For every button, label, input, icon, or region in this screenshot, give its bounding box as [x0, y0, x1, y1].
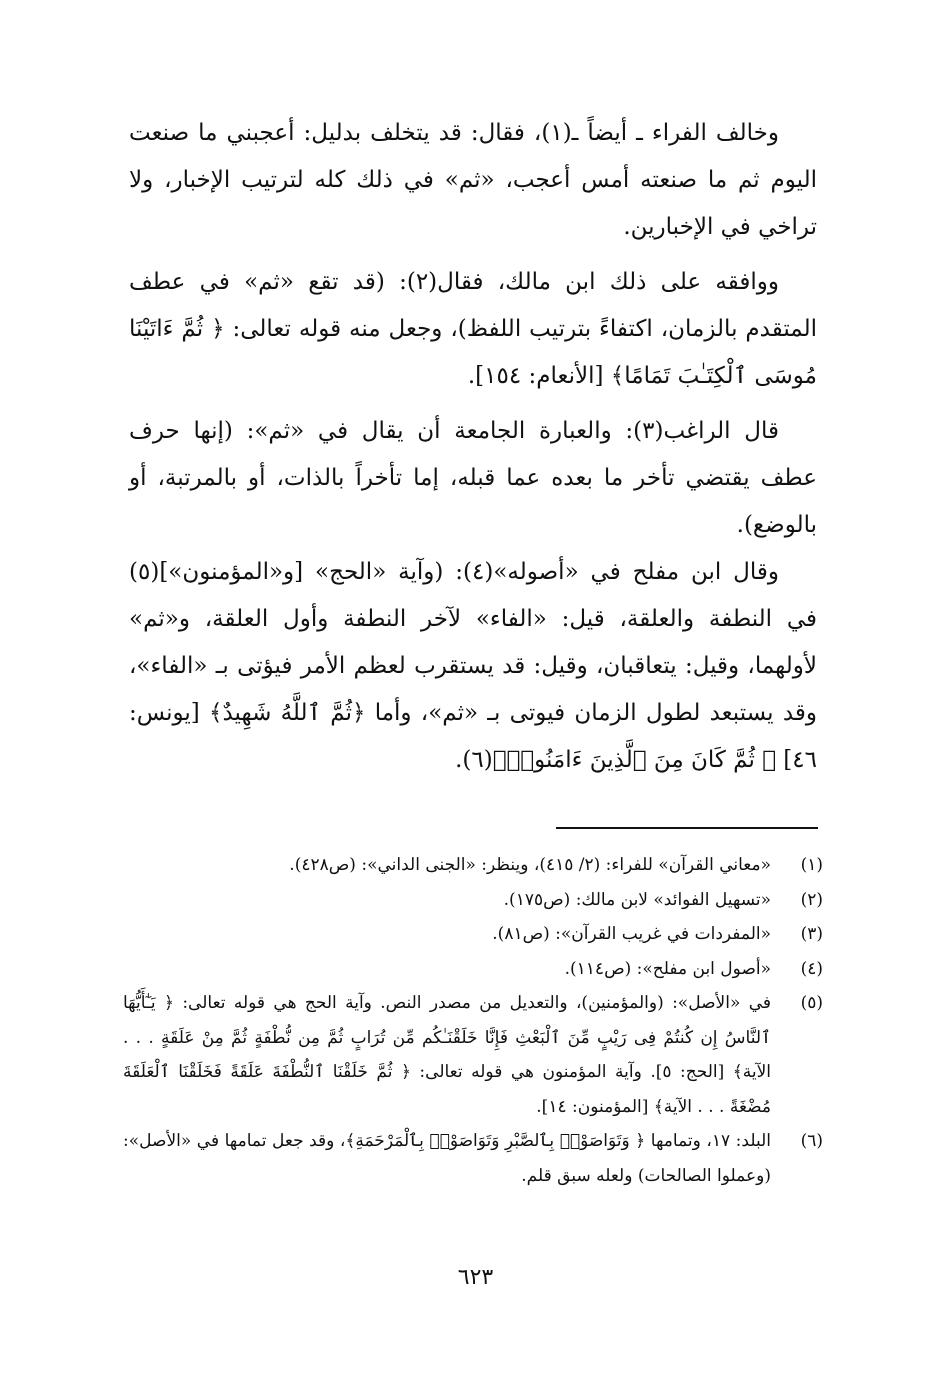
footnotes-section: [123, 848, 823, 1193]
footnote-number: (٥): [800, 993, 823, 1013]
paragraph-raghib: قال الراغب(٣): والعبارة الجامعة أن يقال في «ثم»: (إنها حرف عطف يقتضي تأخر ما بعده عما قبله، إما تأخراً بالذات، أو بالمرتبة، أو بالوضع).: [129, 418, 817, 538]
footnote-text: «أصول ابن مفلح»: (ص١١٤).: [564, 958, 771, 979]
footnote-text: البلد: ١٧، وتمامها ﴿ وَتَوَاصَوْا۟ بِٱلصَّبْرِ وَتَوَاصَوْا۟ بِٱلْمَرْحَمَةِ﴾، وقد جعل تمامها في «الأصل»: (وعملوا الصالحات) ولعله سبق قلم.: [123, 1131, 771, 1186]
footnote-number: (٤): [800, 958, 823, 979]
footnote-number: (١): [800, 855, 823, 875]
footnote-number: (٢): [800, 889, 823, 910]
footnote-divider: [556, 827, 818, 829]
footnote-3: [123, 917, 823, 952]
footnote-text: «تسهيل الفوائد» لابن مالك: (ص١٧٥).: [503, 889, 771, 910]
footnote-number: (٣): [800, 924, 823, 944]
page-number: ٦٢٣: [457, 1265, 494, 1290]
paragraph-ibn-muflih: وقال ابن مفلح في «أصوله»(٤): (وآية «الحج» [و«المؤمنون»](٥) في النطفة والعلقة، قيل: «الفاء» لآخر النطفة وأول العلقة، و«ثم» لأولهما، وقيل: يتعاقبان، وقيل: قد يستقرب لعظم الأمر فيؤتى بـ «الفاء»، وقد يستبعد لطول الزمان فيوتى بـ «ثم»، وأما ﴿ثُمَّ ٱللَّهُ شَهِيدٌ﴾ [يونس: ٤٦] ﴿ ثُمَّ كَانَ مِنَ ٱلَّذِينَ ءَامَنُوا۟﴾(٦).: [129, 559, 817, 773]
footnote-4: [123, 952, 823, 987]
paragraph-farra: وخالف الفراء ـ أيضاً ـ(١)، فقال: قد يتخلف بدليل: أعجبني ما صنعت اليوم ثم ما صنعته أمس أعجب، «ثم» في ذلك كله لترتيب الإخبار، ولا تراخي في الإخبارين.: [129, 120, 817, 240]
paragraph-ibn-malik: ووافقه على ذلك ابن مالك، فقال(٢): (قد تقع «ثم» في عطف المتقدم بالزمان، اكتفاءً بترتيب اللفظ)، وجعل منه قوله تعالى: ﴿ ثُمَّ ءَاتَيْنَا مُوسَى ٱلْكِتَـٰبَ تَمَامًا﴾ [الأنعام: ١٥٤].: [129, 269, 817, 389]
footnote-2: [123, 883, 823, 918]
main-text-block: [129, 110, 817, 784]
footnote-1: [123, 848, 823, 883]
footnote-text: «المفردات في غريب القرآن»: (ص٨١).: [492, 924, 771, 944]
footnote-5: [123, 986, 823, 1124]
footnote-6: [123, 1124, 823, 1193]
footnote-text: «معاني القرآن» للفراء: (٢/ ٤١٥)، وينظر: «الجنى الداني»: (ص٤٢٨).: [289, 855, 771, 875]
footnote-number: (٦): [800, 1131, 823, 1151]
footnote-text: في «الأصل»: (والمؤمنين)، والتعديل من مصدر النص. وآية الحج هي قوله تعالى: ﴿ يَـٰٓأَيُّهَا ٱلنَّاسُ إِن كُنتُمْ فِى رَيْبٍ مِّنَ ٱلْبَعْثِ فَإِنَّا خَلَقْنَـٰكُم مِّن تُرَابٍ ثُمَّ مِن نُّطْفَةٍ ثُمَّ مِنْ عَلَقَةٍ . . . الآية﴾ [الحج: ٥]. وآية المؤمنون هي قوله تعالى: ﴿ ثُمَّ خَلَقْنَا ٱلنُّطْفَةَ عَلَقَةً فَخَلَقْنَا ٱلْعَلَقَةَ مُضْغَةً . . . الآية﴾ [المؤمنون: ١٤].: [123, 993, 771, 1117]
